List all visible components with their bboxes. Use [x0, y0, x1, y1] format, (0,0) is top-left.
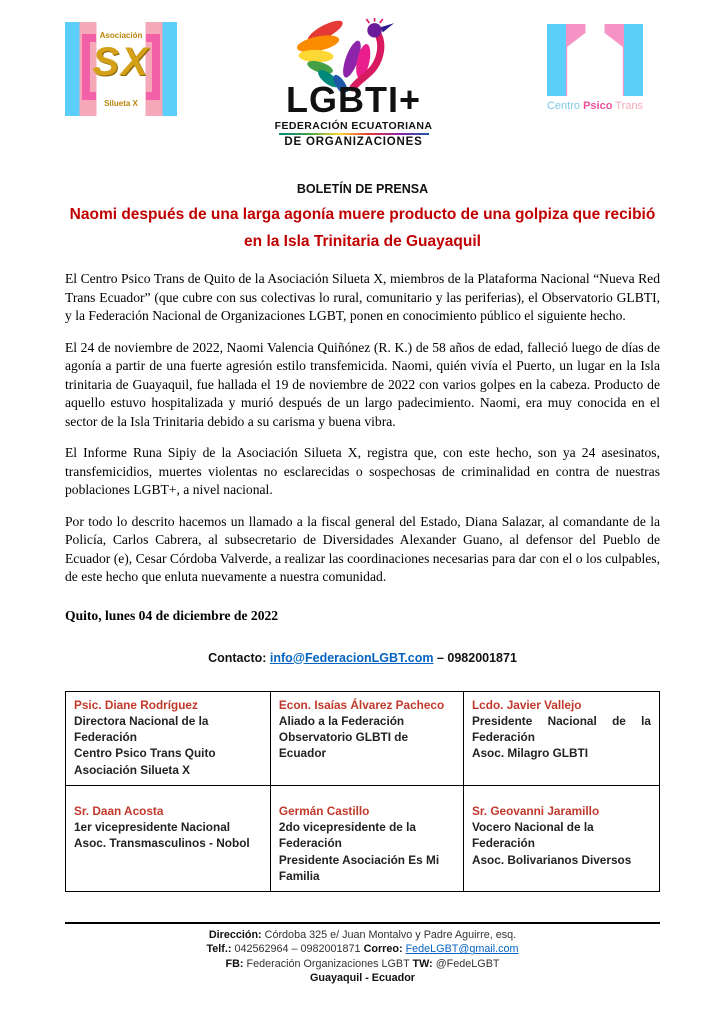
trans-word: Trans	[615, 100, 644, 112]
table-row	[66, 785, 660, 891]
dateline: Quito, lunes 04 de diciembre de 2022	[65, 607, 279, 623]
cell-daan-acosta	[66, 785, 271, 891]
lgbti-federation-logo	[249, 18, 459, 148]
contact-email-link[interactable]: info@FederacionLGBT.com	[269, 650, 434, 665]
centro-psico-trans-label	[530, 100, 660, 112]
address-label: Dirección:	[208, 929, 262, 941]
footer-email-link[interactable]: FedeLGBT@gmail.com	[405, 943, 519, 956]
house-flag-icon	[547, 24, 643, 96]
table-row	[66, 691, 660, 785]
signatory-org: Presidente Asociación Es Mi Familia	[278, 852, 440, 883]
silueta-logo-bottom-text: Silueta X	[104, 99, 138, 108]
press-bulletin-kicker: BOLETÍN DE PRENSA	[296, 182, 429, 196]
document-footer	[65, 922, 660, 986]
paragraph-1: El Centro Psico Trans de Quito de la Asociación Silueta X, miembros de la Plataforma Nacional “Nueva Red Trans Ecuador” (que cubre con sus colectivas lo rural, comunitario y las periferias), el Observatorio GLBTI, y la Federación Nacional de Organizaciones LGBT, ponen en conocimiento público el siguiente hecho.	[65, 271, 660, 324]
email-label: Correo:	[363, 943, 403, 956]
psico-word: Psico	[583, 100, 613, 112]
signatory-role: Directora Nacional de la Federación	[74, 713, 209, 745]
cell-diane-rodriguez	[66, 691, 271, 785]
signatory-role: Aliado a la Federación	[278, 713, 405, 728]
centro-word: Centro	[546, 100, 581, 112]
signatory-name: Germán Castillo	[278, 803, 370, 818]
tw-label: TW:	[412, 957, 433, 970]
signatory-role: Vocero Nacional de la Federación	[471, 820, 594, 851]
cell-isaias-alvarez	[270, 691, 463, 785]
address-value: Córdoba 325 e/ Juan Montalvo y Padre Aguirre, esq.	[261, 929, 517, 941]
signatory-name: Sr. Geovanni Jaramillo	[471, 803, 600, 818]
signatory-name: Econ. Isaías Álvarez Pacheco	[278, 697, 445, 712]
headline: Naomi después de una larga agonía muere producto de una golpiza que recibió en la Isla Trinitaria de Guayaquil	[69, 206, 656, 251]
tw-value: @FedeLGBT	[432, 957, 500, 970]
contact-line	[65, 651, 660, 665]
signatory-role: Presidente Nacional de la Federación	[471, 713, 651, 745]
logo-row	[65, 18, 660, 158]
cell-javier-vallejo	[463, 691, 659, 785]
silueta-x-logo	[65, 22, 177, 116]
signatory-org: Asoc. Transmasculinos - Nobol	[74, 836, 250, 851]
footer-phone-line	[65, 942, 660, 956]
rainbow-divider	[279, 133, 429, 135]
footer-city-line: Guayaquil - Ecuador	[310, 972, 415, 985]
paragraph-4: Por todo lo descrito hacemos un llamado a la fiscal general del Estado, Diana Salazar, al comandante de la Policía, Carlos Cabrera, al subsecretario de Diversidades Alexander Guano, al defensor del Pueblo de Ecuador (e), Cesar Córdoba Valverde, a realizar las coordinaciones necesarias para dar con el o los culpables, de este hecho que enluta nuevamente a nuestra comunidad.	[65, 513, 660, 585]
fb-label: FB:	[225, 957, 244, 970]
body-text	[65, 270, 660, 586]
silueta-logo-monogram: SX	[92, 40, 150, 84]
paragraph-2: El 24 de noviembre de 2022, Naomi Valencia Quiñónez (R. K.) de 58 años de edad, falleció luego de días de agonía a partir de una fuerte agresión estilo transfemicida. Naomi, quién vivía el Puerto, un lugar en la Isla trinitaria de Guayaquil, fue hallada el 19 de noviembre de 2022 con varios golpes en la cabeza. Producto de aquello estuvo hospitalizada y murió después de un largo padecimiento. Naomi, era muy conocida en el sector de la Isla Trinitaria debido a su carisma y buena vibra.	[65, 339, 660, 429]
footer-address-line	[65, 928, 660, 942]
signatory-name: Psic. Diane Rodríguez	[74, 697, 198, 712]
federation-logo-line2: DE ORGANIZACIONES	[284, 136, 423, 148]
signatory-name: Lcdo. Javier Vallejo	[471, 697, 582, 712]
contact-label: Contacto:	[208, 650, 267, 665]
silueta-logo-top-text: Asociación	[99, 31, 143, 40]
house-shape	[567, 24, 623, 96]
contact-phone: – 0982001871	[433, 650, 517, 665]
federation-logo-wordmark: LGBTI+	[285, 79, 421, 120]
signatory-role: 2do vicepresidente de la Federación	[278, 820, 416, 851]
signatory-org: Asoc. Milagro GLBTI	[471, 746, 588, 761]
signatory-org: Observatorio GLBTI de Ecuador	[278, 730, 409, 761]
federation-logo-line1: FEDERACIÓN ECUATORIANA	[274, 120, 433, 132]
centro-psico-trans-logo	[530, 24, 660, 112]
paragraph-3: El Informe Runa Sipiy de la Asociación Silueta X, registra que, con este hecho, son ya 24 asesinatos, transfemicidios, muertes violentas no esclarecidas o sospechosas de criminalidad en contra de nuestras poblaciones LGBT+, a nivel nacional.	[65, 445, 660, 498]
signatory-role: 1er vicepresidente Nacional	[74, 820, 231, 835]
cell-german-castillo	[270, 785, 463, 891]
signatory-org2: Asociación Silueta X	[74, 762, 191, 777]
fb-value: Federación Organizaciones LGBT	[243, 957, 413, 970]
signatory-org: Centro Psico Trans Quito	[74, 746, 216, 761]
footer-social-line	[65, 957, 660, 971]
signatories-table	[65, 691, 660, 893]
cell-geovanni-jaramillo	[463, 785, 659, 891]
signatory-name: Sr. Daan Acosta	[74, 803, 164, 818]
signatory-org: Asoc. Bolivarianos Diversos	[471, 852, 632, 867]
phone-label: Telf.:	[206, 943, 232, 956]
phone-value: 042562964 – 0982001871	[231, 943, 364, 956]
